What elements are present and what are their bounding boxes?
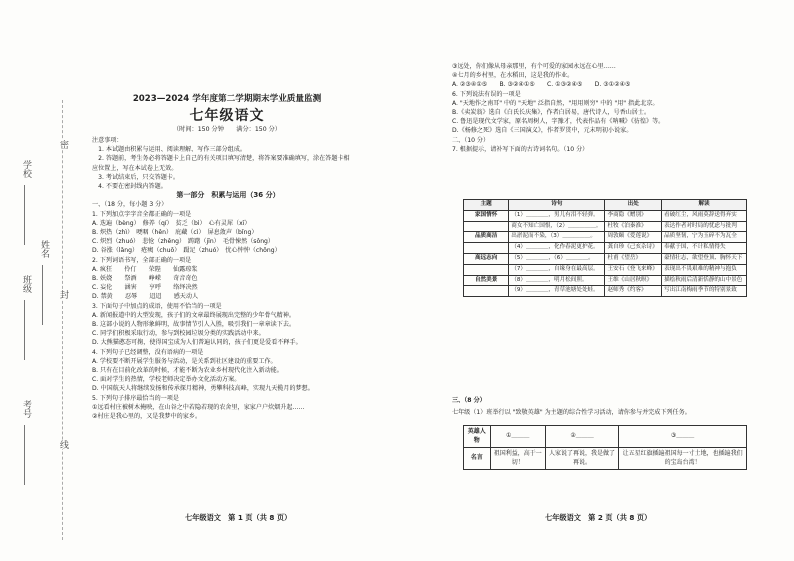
table-cell: 赵师秀《约客》 [605, 286, 662, 297]
text-line: ③远处，你们像从母亲那里，有个可爱的家园永远在心里…… [452, 63, 616, 70]
text-line: 2. 下列词语书写，全部正确的一项是 [92, 256, 192, 264]
table-cell [464, 243, 509, 254]
text-line: 注意事项： [92, 137, 123, 144]
table-cell: 表达作者对时局的忧虑与批判 [662, 221, 747, 232]
table-cell: 出淤泥而不染，（3）＿＿＿＿＿。 [509, 232, 605, 243]
text-line: C. 同学们积极采取行动，参与到校园垃圾分类的实践活动中来。 [92, 330, 265, 338]
table-cell: 品质高洁 [464, 232, 509, 243]
table-cell: 自然美景 [464, 275, 509, 286]
table-row [464, 243, 747, 254]
col-header-source: 出处 [605, 200, 662, 211]
table-row [464, 232, 747, 243]
text-line: A. ②③④①⑤ B. ③②④①⑤ C. ①③②④⑤ D. ③①②④⑤ [452, 81, 631, 89]
table-row [464, 264, 747, 275]
text-line: A. 学校要不断开展学生服务与活动，是关系到社区建设的重要工作。 [92, 357, 277, 365]
table-cell: （8）＿＿＿＿，明月松间照。 [509, 275, 605, 286]
table-cell: 杜甫《望岳》 [605, 253, 662, 264]
text-line: D. 谷涨（lǎng） 疮痍（chuō） 蹑足（zhuó） 忧心忡忡（chōng） [92, 247, 281, 255]
class-underline [24, 300, 25, 360]
table-cell: 王安石《登飞来峰》 [605, 264, 662, 275]
subject-title: 七年级语文 [189, 108, 265, 124]
table-cell [464, 221, 509, 232]
text-line: C. 鲁迅是现代文学家，原名周树人，字豫才，代表作品有《呐喊》《彷徨》等。 [452, 118, 665, 126]
text-line: D. 大熊猫憨态可掬，使得国宝成为人们普遍认同的，孩子们更是爱看不释手。 [92, 339, 302, 347]
binding-label-name: 姓名 [39, 240, 49, 258]
col-header-meaning: 解读 [662, 200, 747, 211]
text-line: 4. 下列句子已经调整，没有语病的一项是 [92, 348, 204, 356]
text-line: D. 禁黄 忍辱 迢迢 感天动人 [92, 293, 199, 301]
table-cell: 周敦颐《爱莲说》 [605, 232, 662, 243]
table-cell: 品质坚韧，宁为玉碎不为瓦全 [662, 232, 747, 243]
table-cell: 写出江南梅雨季节的特别景致 [662, 286, 747, 297]
poetry-fill-table [463, 199, 747, 297]
text-line: A. 疯狂 伶仃 荣陛 仙露琼浆 [92, 265, 198, 273]
quote-2: 人家说了再说，我是做了再说。 [545, 448, 618, 470]
hero-blank-3: ③＿＿＿ [619, 426, 747, 448]
text-line: 二、（10 分） [452, 136, 490, 144]
table-row [464, 221, 747, 232]
table-cell [464, 264, 509, 275]
binding-label-school: 学校 [21, 160, 31, 178]
table-cell: 李商隐《赠别》 [605, 210, 662, 221]
text-line: 5. 下列句子排序最恰当的一项是 [92, 394, 179, 402]
text-line: B. 炽热（zhì） 哽咽（hěn） 庇藏（cì） 屏息敛声（bǐng） [92, 229, 258, 237]
id-underline [24, 425, 25, 485]
col-header-verse: 诗句 [509, 200, 605, 211]
table-cell: （1）＿＿＿＿，男儿有泪不轻弹。 [509, 210, 605, 221]
table-cell [464, 286, 509, 297]
table-cell: 王维《山居秋暝》 [605, 275, 662, 286]
hero-blank-1: ①＿＿＿ [490, 426, 545, 448]
hero-blank-2: ②＿＿＿ [545, 426, 618, 448]
table-cell: 看破红尘，风雨莫辞送得弃实 [662, 210, 747, 221]
quote-1: 祖国利益，高于一切！ [490, 448, 545, 470]
quote-3: 让五星红旗插遍祖国每一寸土地，也插遍我们的宝岛台湾！ [619, 448, 747, 470]
table-cell: 高远志向 [464, 253, 509, 264]
table-row [464, 448, 747, 470]
text-line: B. 只有在目前化改革的时候，才能不断为农业乡村现代化注入新动能。 [92, 367, 283, 375]
text-line: D.《杨修之死》选自《三国演义》，作者罗贯中，元末明初小说家。 [452, 127, 633, 135]
table-cell: 表现出不畏艰难的精神与抱负 [662, 264, 747, 275]
text-line: 6. 下列说法有误的一项是 [452, 90, 521, 98]
right-column-text [452, 62, 746, 154]
seal-mark-feng: 封 [58, 290, 68, 299]
text-line: 3. 考试结束后，只交答题卡。 [92, 173, 179, 181]
col-header-theme: 主题 [464, 200, 509, 211]
seal-mark-xian: 线 [58, 440, 68, 449]
school-underline [24, 185, 25, 245]
table-row [464, 286, 747, 297]
quote-label: 名言 [464, 448, 491, 470]
table-header-row [464, 200, 747, 211]
seal-mark-mi: 密 [58, 140, 68, 149]
text-line: ④七月的乡村里，在水稻田，这是我的作业。 [452, 72, 574, 80]
exam-meta: （时间：150 分钟 满分：150 分） [173, 126, 281, 133]
hero-label: 英雄人物 [464, 426, 491, 448]
text-line: B.《卖炭翁》选自《白氏长庆集》，作者白居易，唐代诗人，号香山居士。 [452, 109, 651, 117]
table-cell: 商女不知亡国恨，（2）＿＿＿＿＿。 [509, 221, 605, 232]
text-line: 7. 根据提示，请补写下面的古诗词名句。（10 分） [452, 145, 589, 153]
seal-line [62, 100, 63, 540]
table-cell: 描绘秋雨后清新恬静的山中景色 [662, 275, 747, 286]
table-cell: 杜牧《泊秦淮》 [605, 221, 662, 232]
text-line: D. 中国航天人将继续发扬和传承探月精神，勇攀科技高峰，实现九天揽月的梦想。 [92, 385, 314, 393]
table-cell: （7）＿＿＿＿，自缘身在最高层。 [509, 264, 605, 275]
table-cell: （5）＿＿＿＿，（6）＿＿＿＿。 [509, 253, 605, 264]
section-heading: 第一部分 积累与运用（36 分） [176, 191, 280, 200]
table-cell: （9）＿＿＿＿，青草池塘处处蛙。 [509, 286, 605, 297]
text-line: ②村庄是我心里的，又是我梦中的家乡。 [92, 413, 202, 421]
exam-title: 2023—2024 学年度第二学期期末学业质量监测 [132, 94, 322, 104]
text-line: 4. 不要在密封线内答题。 [92, 183, 167, 191]
table-row [464, 210, 747, 221]
name-underline [42, 265, 43, 325]
text-line: B. 妖娆 祭酒 峥嵘 奇音奇色 [92, 275, 198, 283]
text-line: ①远看村庄被树木掩映，在山谷之中若隐若现的农舍里，家家户户炊烟升起…… [92, 403, 305, 411]
text-line: A. "天地作之南耳" 中的 "天地" 泛指自然，"用用则穷" 中的 "用" 指此北京。 [452, 99, 659, 107]
table-row [464, 253, 747, 264]
binding-label-class: 班级 [21, 275, 31, 293]
text-line: 1. 下列加点字字音全都正确的一项是 [92, 210, 192, 218]
text-line: A. 新闻报道中的大型发现，孩子们的文章最终展现出完整的少年骨气精神。 [92, 311, 295, 319]
text-line: 2. 答题前，考生务必将答题卡上自己的有关项目填写清楚，将答案要准确填写，涂在答题卡相 [92, 155, 350, 163]
text-line: 1. 本试题由积累与运用、阅读理解、写作三部分组成。 [92, 146, 247, 154]
text-line: C. 妄伦 涵害 亨呼 络绎决然 [92, 284, 198, 292]
text-line: C. 炽烈（zhuó） 悲怆（zhěng） 踌躇（jīn） 毛骨悚然（sǒng） [92, 238, 275, 246]
text-line: 一、（18 分，每小题 3 分） [92, 201, 168, 209]
table-cell: 奉献于国，不计私情得失 [662, 243, 747, 254]
footer-left: 七年级语文 第 1 页（共 8 页） [185, 513, 292, 522]
footer-right: 七年级语文 第 2 页（共 8 页） [545, 513, 652, 522]
table-cell: 家国情怀 [464, 210, 509, 221]
left-column-text [92, 136, 364, 421]
text-line: 应位置上，写在本试卷上无效。 [92, 164, 178, 172]
section3-heading: 三、（8 分） [452, 397, 486, 404]
text-line: C. 面对学生的热情，学校老师决定举办文化活动方案。 [92, 376, 241, 384]
binding-margin [0, 0, 72, 561]
section3-intro: 七年级（1）班举行以 "致敬英雄" 为主题的综合性学习活动，请你参与并完成下列任务。 [452, 409, 691, 416]
table-row [464, 275, 747, 286]
table-cell: 龚自珍《己亥杂诗》 [605, 243, 662, 254]
table-row [464, 426, 747, 448]
text-line: B. 这部小说的人物形象鲜明，故事情节引人入胜，吸引我们一章章读下去。 [92, 321, 296, 329]
table-cell: 豪情壮志，欲望登顶、胸怀天下 [662, 253, 747, 264]
table-cell: （4）＿＿＿＿，化作春泥更护花。 [509, 243, 605, 254]
hero-table [463, 425, 747, 470]
binding-label-id: 考号 [21, 400, 31, 418]
text-line: A. 迭遍（bèng） 修养（qí） 贫乏（bì） 心有灵犀（xī） [92, 219, 251, 227]
text-line: 3. 下面句子中加点的成语，使用不恰当的一项是 [92, 302, 222, 310]
